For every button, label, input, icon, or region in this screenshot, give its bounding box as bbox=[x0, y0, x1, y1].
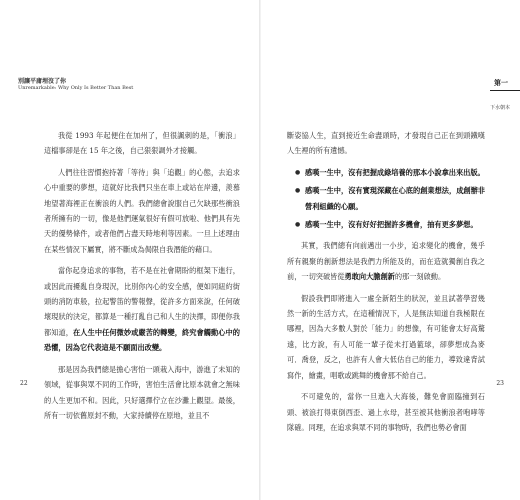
emphasis-text: 在人生中任何微妙或嚴苦的轉變，終究會觸動心中的恐懼，因為它代表這是不願面出改變。 bbox=[44, 327, 240, 353]
list-item-text: 感嘆一生中，沒有把握成綠培養的那本小說拿出來出版。 bbox=[305, 167, 485, 177]
body-text: 其實，我們總有向前邁出一小步，追求變化的機會，幾乎所有親聚的創新想法是我們力所能及的，而在造就獨創自我之前，一切突破皆從 bbox=[287, 241, 485, 282]
emphasis-text: 勇敢向大膽創新 bbox=[344, 272, 395, 282]
page-number: 22 bbox=[20, 380, 28, 387]
body-text: 當你起身追求的事物，若不是在社會期盼的框架下進行，或因此而擾亂自身現況，比別你內心的安全感，便如同紐約街頭的消防車般，拉起警笛的警報聲，從許多方面來說，任何破壞現狀的決定，都算是一種打亂自己和人生的決擇，即便你我都知道， bbox=[44, 266, 240, 337]
body-text: 的那一刻啟動。 bbox=[394, 272, 446, 282]
bullet-icon: ● bbox=[295, 221, 301, 229]
bullet-icon: ● bbox=[295, 187, 301, 195]
paragraph bbox=[44, 128, 240, 159]
chapter-label: 第一 bbox=[494, 78, 508, 87]
paragraph bbox=[287, 238, 485, 284]
left-page bbox=[0, 0, 259, 500]
running-head-title: 別讓平庸埋沒了你 bbox=[18, 78, 67, 85]
chapter-rule bbox=[490, 90, 520, 91]
running-head bbox=[18, 78, 133, 92]
paragraph bbox=[287, 128, 485, 159]
paragraph bbox=[287, 389, 485, 435]
list-item-text: 感嘆一生中，沒有實現深藏在心底的創業想法，成創辦非營利組織的心願。 bbox=[305, 186, 485, 211]
body-text: 斷姿協人生，直到接近生命盡頭時，才發現自己正在到頭鐵嘆人生裡的所有遺憾。 bbox=[287, 131, 485, 156]
right-body-text bbox=[287, 128, 485, 441]
right-page bbox=[261, 0, 520, 500]
body-text: 人們往往習慣抱持著「等待」與「追觀」的心態，去追求心中重要的夢想，這就好比我們只坐在車上或站在岸邊，羨慕地望著海裡正在衝浪的人們。我們總會說服自己欠缺那些衝浪者所擁有的一切，像是他們運氣很好有假可放啦、他們具有先天的優勢條件，或者他們占盡天時地利等因素。一旦上述理由在某些情況下屬實，將不斷成為侷限自我潛能的藉口。 bbox=[44, 167, 240, 254]
paragraph bbox=[44, 263, 240, 355]
left-body-text bbox=[44, 128, 240, 429]
page-number: 23 bbox=[496, 380, 504, 387]
body-text: 那是因為我們總是擔心害怕一頭栽入海中，游進了未知的領域，從事與眾不同的工作時，害怕生活會比原本就會之無味的人生更加不和。因此，只好選擇佇立在沙灘上觀望。最後，所有一切依舊原封不動，大家持續停在原地，並且不 bbox=[44, 364, 240, 420]
paragraph bbox=[287, 291, 485, 383]
list-item-text: 感嘆一生中，沒有好好把握許多機會，抽有更多夢想。 bbox=[305, 220, 478, 230]
bullet-icon: ● bbox=[295, 168, 301, 176]
paragraph bbox=[44, 362, 240, 424]
running-head-subtitle: Unremarkable: Why Only Is Better Than Best bbox=[18, 85, 134, 91]
body-text: 不可避免的，當你一旦進入大海後，難免會面臨撞到石頭、被浪打得東倒西歪、過上水母，甚至被其他衝浪者咆哮等隊確。同理，在追求與眾不同的事物時，我們也勢必會面 bbox=[287, 392, 485, 432]
body-text: 假設我們即將進入一處全新陌生的狀況，並且試著學習幾然一新的生活方式，在這種情況下，人是無法知道自我極限在哪裡，因為大多數人對於「能力」的想像，有可能會太好高騖遠，比方說，有人可能一輩子從未打過籃球，卻夢想成為麥可．喬登，反之，也許有人會大低估自己的能力，導致違背試寫作，繪畫，唱歌或跳舞的機會那不給自己。 bbox=[287, 293, 485, 380]
list-item bbox=[295, 217, 485, 232]
body-text: 我從 1993 年起便住在加州了，但很諷刺的是，「衝浪」這檔事卻是在 15 年之後，自己狠狠調外才接觸。 bbox=[44, 131, 240, 156]
paragraph bbox=[44, 165, 240, 257]
list-item bbox=[295, 183, 485, 214]
regret-list bbox=[287, 165, 485, 233]
chapter-subtitle: 下水朝本 bbox=[489, 105, 510, 111]
list-item bbox=[295, 165, 485, 180]
